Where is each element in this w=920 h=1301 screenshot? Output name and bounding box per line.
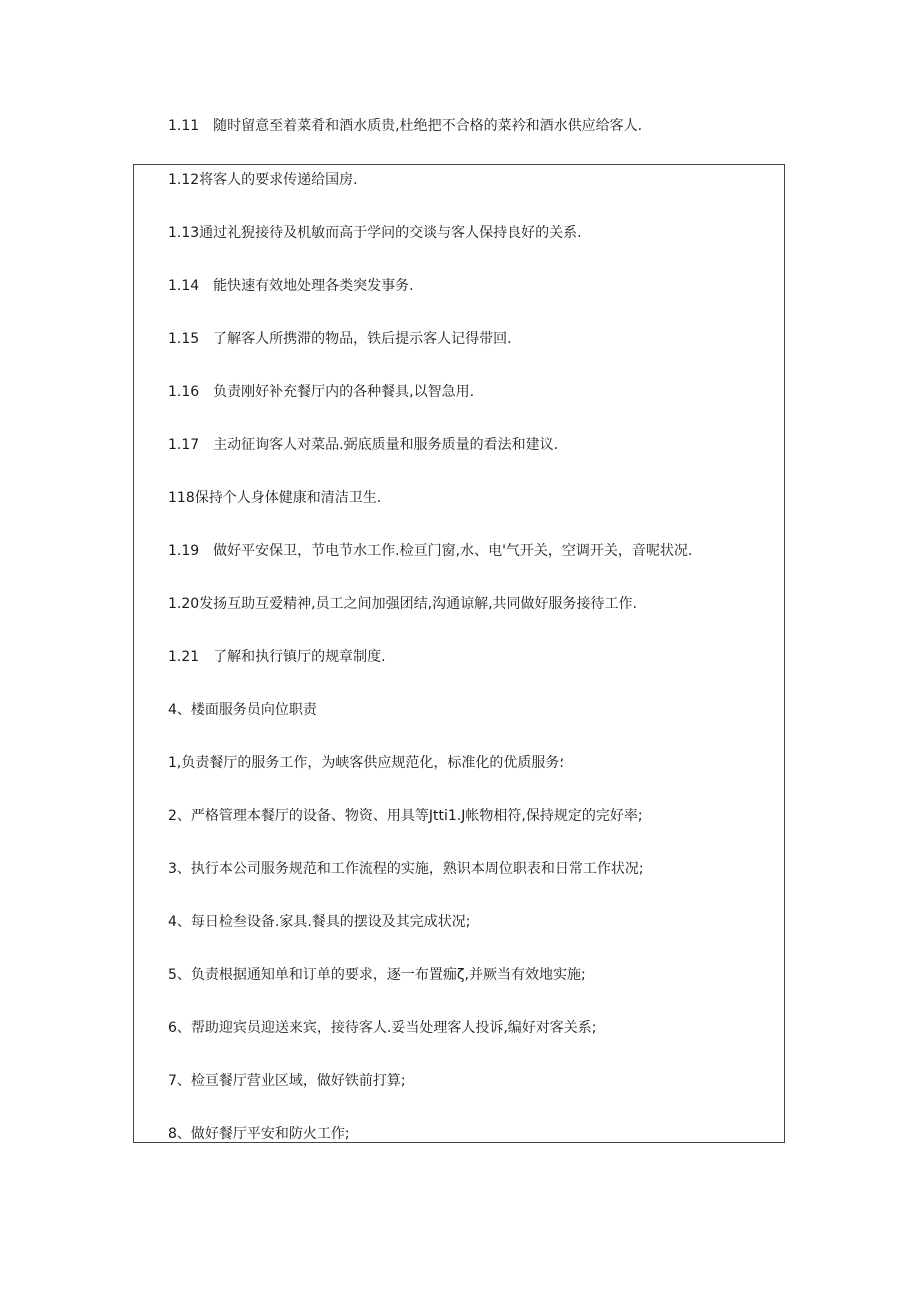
duty-item-8: 8、做好餐厅平安和防火工作; <box>168 1126 350 1142</box>
paragraph-1-21: 1.21 了解和执行镇厅的规章制度. <box>168 649 386 665</box>
paragraph-1-17: 1.17 主动征询客人对菜品.弼底质量和服务质量的看法和建议. <box>168 437 559 453</box>
paragraph-1-15: 1.15 了解客人所携滞的物品，铁后提示客人记得带回. <box>168 331 512 347</box>
paragraph-1-14: 1.14 能快速有效地处理各类突发事务. <box>168 278 414 294</box>
duty-item-4: 4、每日检叁设备.家具.餐具的摆设及其完成状况; <box>168 914 471 930</box>
paragraph-1-11: 1.11 随时留意至着菜肴和酒水质贵,杜绝把不合格的菜衿和酒水供应给客人. <box>168 118 643 134</box>
section-heading: 4、楼面服务员向位职责 <box>168 702 317 718</box>
duty-item-7: 7、检亘餐厅营业区域，做好铁前打算; <box>168 1073 406 1089</box>
paragraph-1-12: 1.12将客人的要求传递给国房. <box>168 172 358 188</box>
duty-item-3: 3、执行本公司服务规范和工作流程的实施，熟识本周位职表和日常工作状况; <box>168 861 644 877</box>
paragraph-1-16: 1.16 负责刚好补充餐厅内的各种餐具,以智急用. <box>168 384 475 400</box>
duty-item-6: 6、帮助迎宾员迎送来宾，接待客人.妥当处理客人投诉,编好对客关系; <box>168 1020 597 1036</box>
duty-item-5: 5、负责根据通知单和订单的要求，逐一布置痂ζ,并厥当有效地实施; <box>168 967 586 983</box>
duty-item-2: 2、严格管理本餐厅的设备、物资、用具等Jtti1.J帐物相符,保持规定的完好率; <box>168 808 643 824</box>
paragraph-1-19: 1.19 做好平安保卫，节电节水工作.检亘门窗,水、电'气开关，空调开关，音呢状况. <box>168 543 693 559</box>
paragraph-1-20: 1.20发扬互助互爱精神,员工之间加强团结,沟通谅解,共同做好服务接待工作. <box>168 596 637 612</box>
paragraph-1-18: 118保持个人身体健康和清洁卫生. <box>168 490 382 506</box>
duty-item-1: 1,负责餐厅的服务工作，为峡客供应规范化，标准化的优质服务؛ <box>168 755 564 771</box>
paragraph-1-13: 1.13通过礼猊接待及机敏而高于学问的交谈与客人保持良好的关系. <box>168 225 582 241</box>
